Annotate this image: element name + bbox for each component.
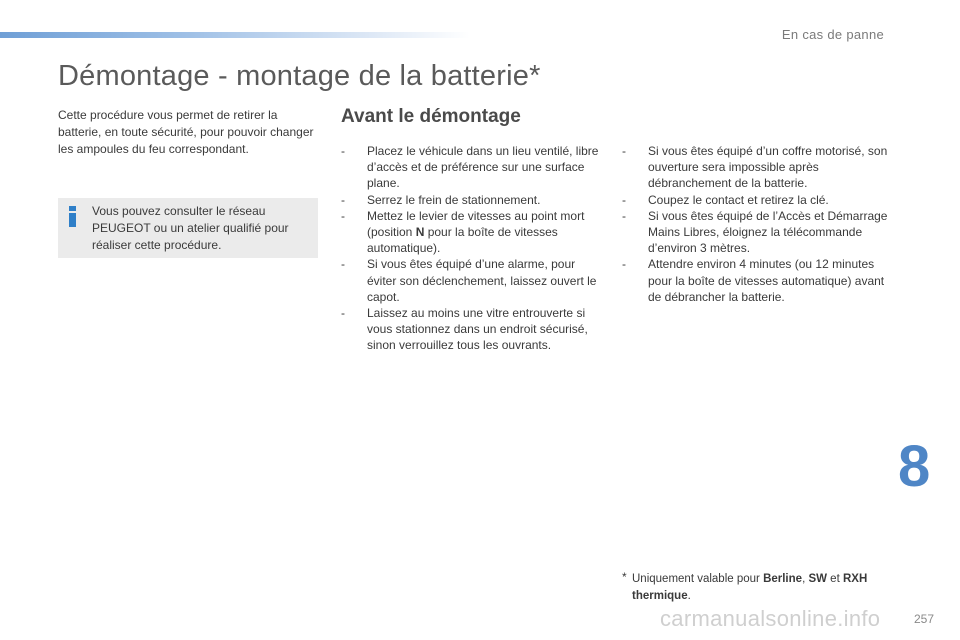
step-text: Placez le véhicule dans un lieu ventilé, libre d’accès et de préférence sur une surface plane.: [367, 144, 599, 191]
step-text: Mettez le levier de vitesses au point mort (position: [367, 208, 585, 240]
step-item: [622, 192, 888, 208]
steps-column-2: [622, 143, 888, 305]
step-dash: -: [341, 192, 345, 207]
info-icon: [68, 206, 77, 226]
step-text: Attendre environ 4 minutes (ou 12 minutes pour la boîte de vitesses automatique) avant de débrancher la batterie.: [648, 257, 885, 304]
step-dash: -: [622, 144, 626, 158]
step-item: [622, 208, 888, 257]
page-title: Démontage - montage de la batterie*: [58, 60, 541, 92]
intro-paragraph: Cette procédure vous permet de retirer la batterie, en toute sécurité, pour pouvoir changer les ampoules du feu correspondant.: [58, 108, 314, 156]
step-dash: -: [622, 192, 626, 207]
footnote-star: *: [622, 570, 627, 584]
step-text-bold: N: [415, 225, 425, 240]
step-dash: -: [341, 257, 345, 272]
footnote: [622, 571, 912, 605]
step-dash: -: [341, 144, 345, 158]
step-dash: -: [622, 208, 626, 223]
footnote-text: Uniquement valable pour Berline, SW et RXH thermique.: [632, 573, 868, 602]
step-text: Si vous êtes équipé de l’Accès et Démarrage Mains Libres, éloignez la télécommande d’environ 3 mètres.: [648, 208, 888, 256]
step-dash: -: [341, 306, 345, 321]
step-dash: -: [622, 257, 626, 272]
info-box: [58, 198, 318, 258]
watermark: carmanualsonline.info: [660, 606, 881, 631]
step-text: Serrez le frein de stationnement.: [367, 192, 541, 207]
step-text: Si vous êtes équipé d’un coffre motorisé, son ouverture sera impossible après débranchement de la batterie.: [648, 144, 888, 191]
step-item: [341, 143, 607, 192]
step-item: [622, 256, 888, 305]
section-title: Avant le démontage: [341, 106, 521, 127]
step-dash: -: [341, 208, 345, 223]
chapter-name: En cas de panne: [781, 27, 884, 42]
step-item: [622, 143, 888, 192]
chapter-number: 8: [898, 434, 931, 499]
header-accent-bar: [0, 32, 470, 38]
step-text: Si vous êtes équipé d’une alarme, pour éviter son déclenchement, laissez ouvert le capot.: [367, 257, 597, 304]
step-item: [341, 256, 607, 305]
page-number: 257: [914, 612, 935, 626]
step-item: [341, 208, 607, 257]
step-text: Coupez le contact et retirez la clé.: [648, 192, 829, 207]
steps-column-1: [341, 143, 607, 354]
step-text: Laissez au moins une vitre entrouverte si vous stationnez dans un endroit sécurisé, sinon verrouillez tous les ouvrants.: [367, 306, 588, 353]
step-item: [341, 305, 607, 354]
step-text: pour la boîte de vitesses automatique).: [367, 225, 558, 256]
step-item: [341, 192, 607, 208]
info-box-text: Vous pouvez consulter le réseau PEUGEOT ou un atelier qualifié pour réaliser cette procédure.: [92, 204, 289, 252]
